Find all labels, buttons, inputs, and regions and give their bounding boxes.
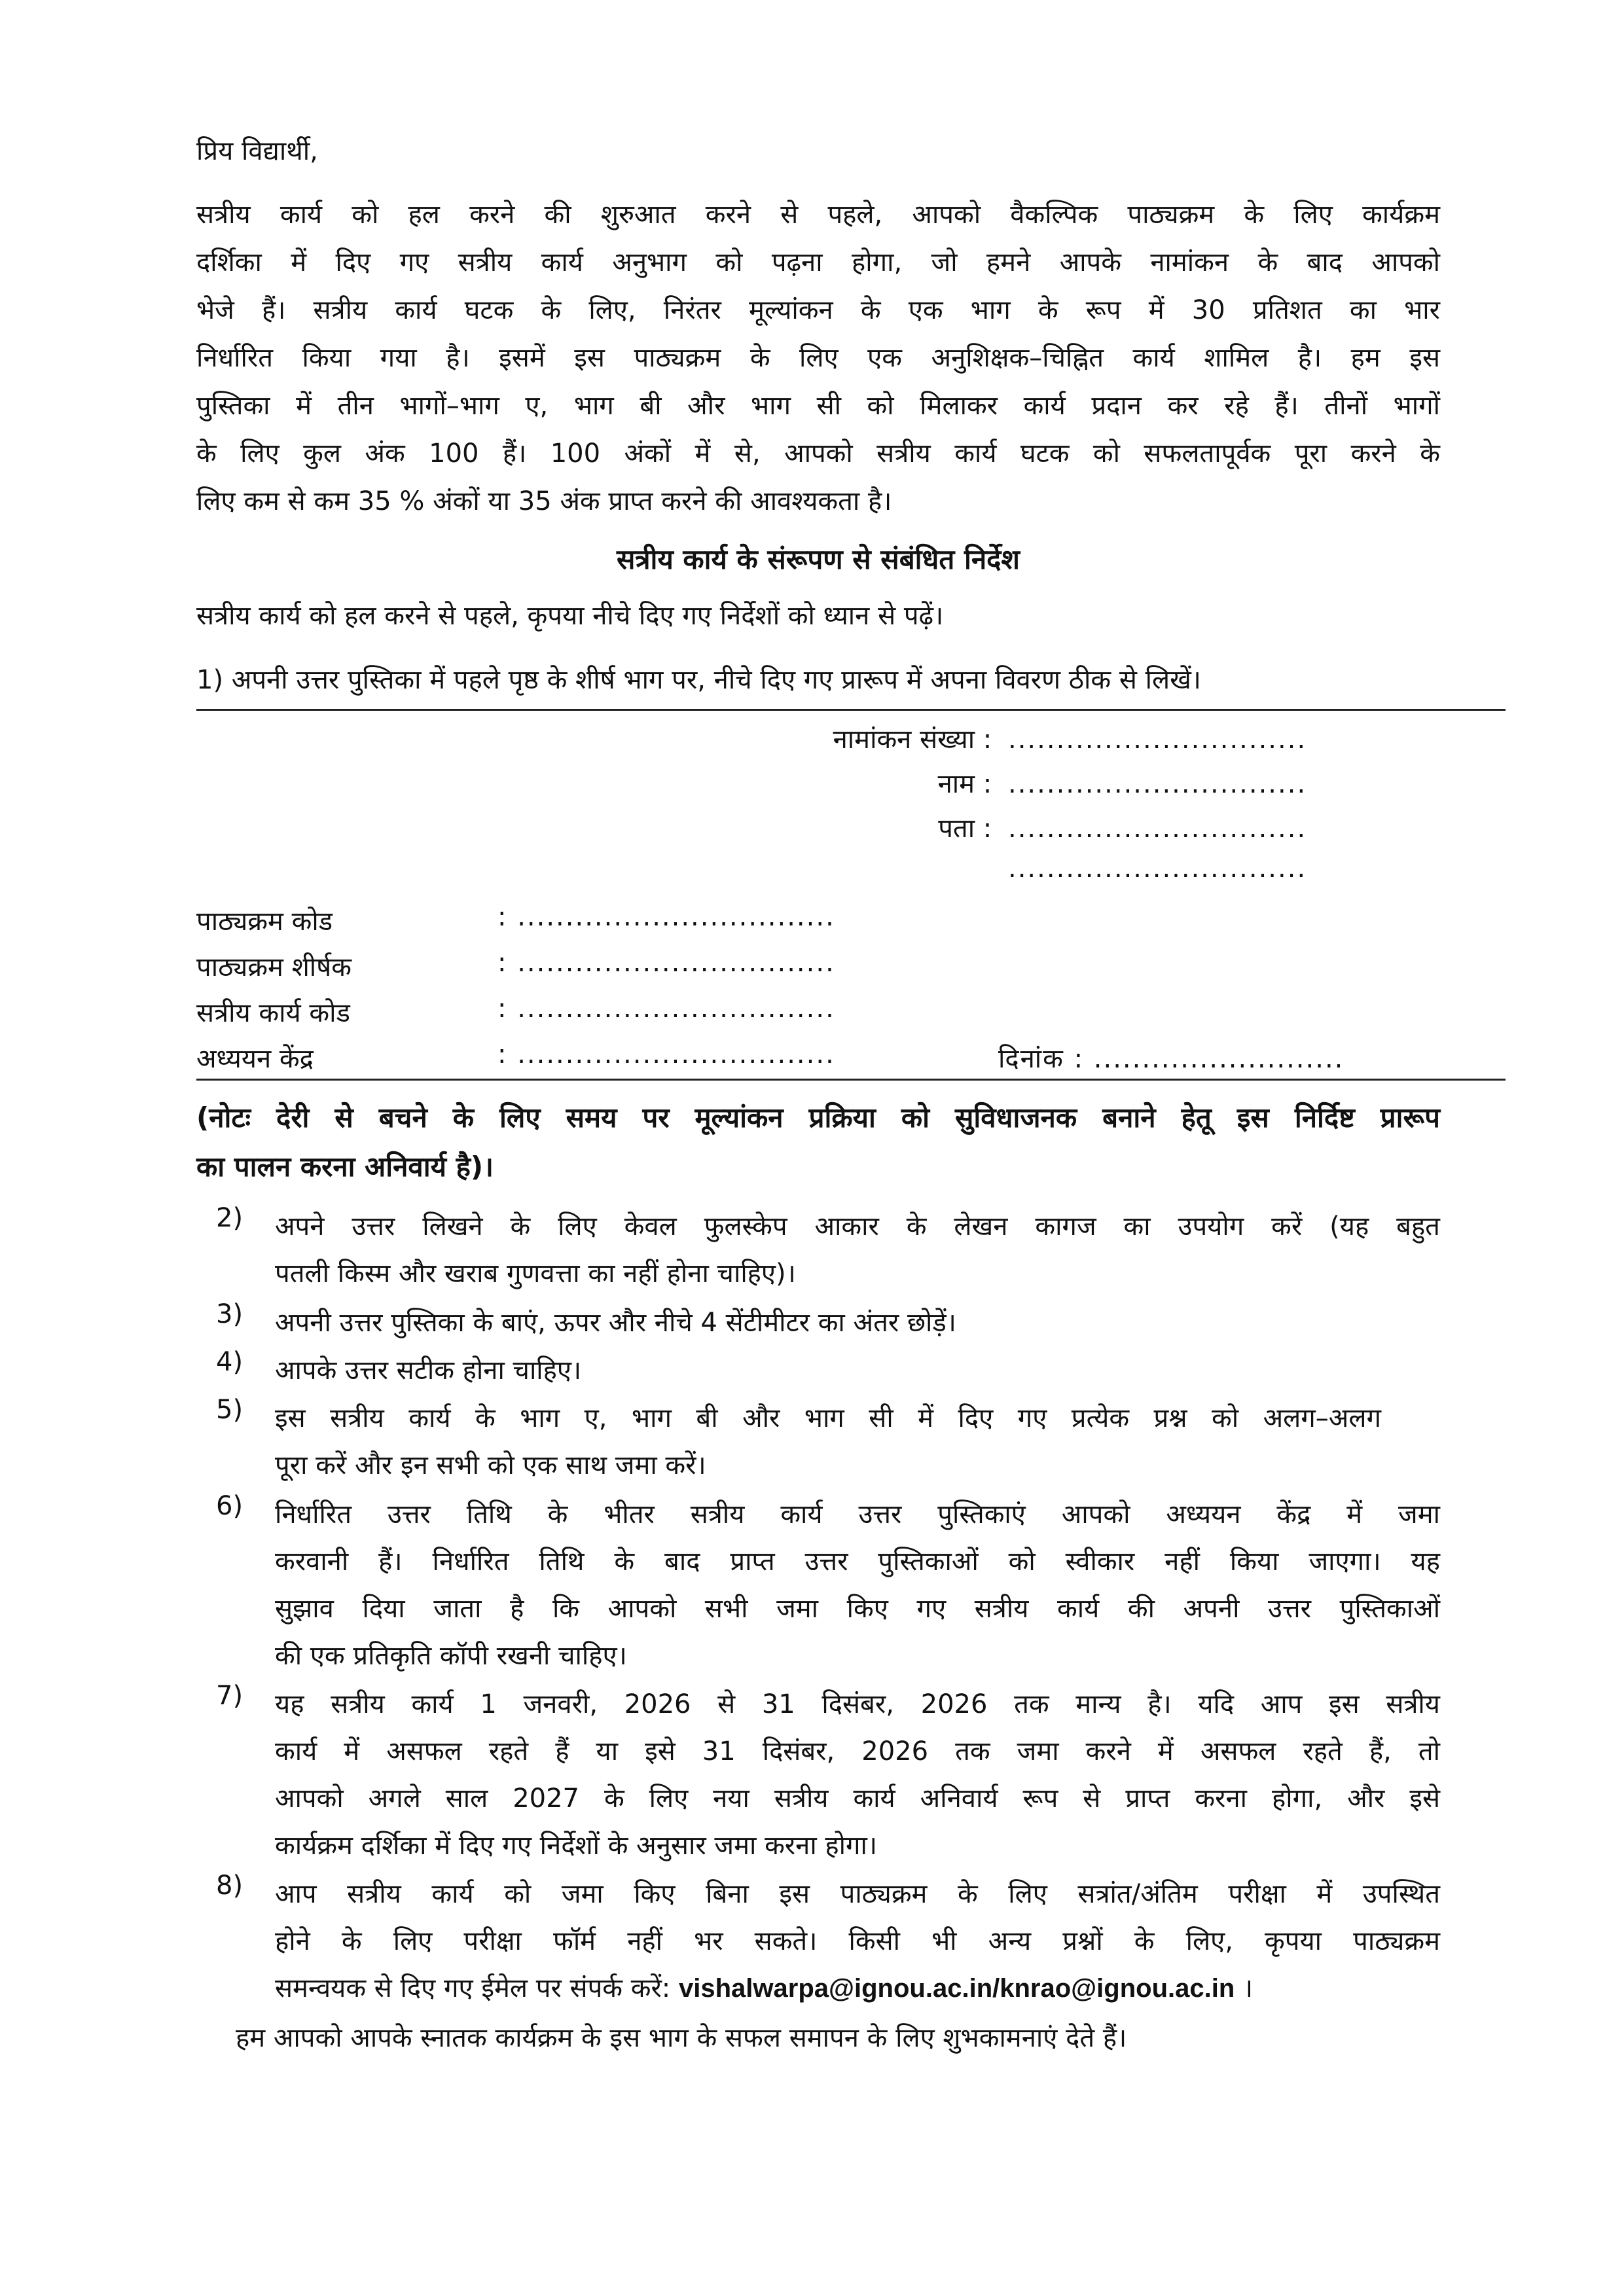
instruction-item-4 [275,1347,1440,1394]
enrolment-label: नामांकन संख्या : [833,725,992,755]
note-line: का पालन करना अनिवार्य है)। [196,1151,494,1183]
intro-line: दर्शिका में दिए गए सत्रीय कार्य अनुभाग को पढ़ना होगा, जो हमने आपके नामांकन के बाद आपको [196,247,1440,278]
study-centre-dots: : ................................. [497,1039,835,1069]
instruction-item-5 [275,1395,1381,1489]
item-line: पतली किस्म और खराब गुणवत्ता का नहीं होना चाहिए)। [275,1259,796,1289]
enrolment-field [641,720,1307,756]
note-line: (नोटः देरी से बचने के लिए समय पर मूल्यांकन प्रक्रिया को सुविधाजनक बनाने हेतू इस निर्दिष्ट प्रारूप [196,1102,1440,1134]
closing-wish: हम आपको आपके स्नातक कार्यक्रम के इस भाग के सफल समापन के लिए शुभकामनाएं देते हैं। [236,2023,1127,2053]
instruction-item-2 [275,1203,1440,1297]
course-title-label: पाठ्यक्रम शीर्षक [196,952,352,982]
intro-line: के लिए कुल अंक 100 हैं। 100 अंकों में से, आपको सत्रीय कार्य घटक को सफलतापूर्वक पूरा करने के [196,439,1440,469]
item-line: कार्य में असफल रहते हैं या इसे 31 दिसंबर, 2026 तक जमा करने में असफल रहते हैं, तो [275,1736,1440,1767]
intro-line: सत्रीय कार्य को हल करने की शुरुआत करने से पहले, आपको वैकल्पिक पाठ्यक्रम के लिए कार्यक्रम [196,200,1440,230]
instruction-item-8 [275,1871,1440,2012]
course-code-dots: : ................................. [497,902,835,932]
item-line: पूरा करें और इन सभी को एक साथ जमा करें। [275,1450,706,1480]
contact-email-link[interactable]: vishalwarpa@ignou.ac.in/knrao@ignou.ac.in [679,1974,1235,2003]
format-bottom-divider [196,1079,1506,1081]
name-dots: ............................... [1008,769,1307,799]
item-line: आप सत्रीय कार्य को जमा किए बिना इस पाठ्यक्रम के लिए सत्रांत/अंतिम परीक्षा में उपस्थित [275,1879,1440,1909]
enrolment-dots: ............................... [1008,725,1307,755]
study-centre-label: अध्ययन केंद्र [196,1044,314,1074]
section-heading: सत्रीय कार्य के संरूपण से संबंधित निर्देश [616,543,1020,575]
item-number: 7) [216,1681,244,1711]
contact-suffix: । [1235,1973,1254,2003]
item-line: आपके उत्तर सटीक होना चाहिए। [275,1355,582,1386]
intro-line: निर्धारित किया गया है। इसमें इस पाठ्यक्रम के लिए एक अनुशिक्षक–चिह्नित कार्य शामिल है। हम इस [196,343,1440,373]
name-field [641,764,1307,800]
item-number: 5) [216,1395,244,1425]
course-code-label: पाठ्यक्रम कोड [196,906,333,937]
instruction-item-6 [275,1491,1440,1679]
read-instruction: सत्रीय कार्य को हल करने से पहले, कृपया नीचे दिए गए निर्देशों को ध्यान से पढ़ें। [196,601,944,631]
item-line: कार्यक्रम दर्शिका में दिए गए निर्देशों के अनुसार जमा करना होगा। [275,1831,878,1861]
item-number: 3) [216,1299,244,1329]
assignment-code-dots: : ................................. [497,994,835,1024]
item-line: अपने उत्तर लिखने के लिए केवल फुलस्केप आकार के लेखन कागज का उपयोग करें (यह बहुत [275,1211,1440,1242]
item-line: अपनी उत्तर पुस्तिका के बाएं, ऊपर और नीचे 4 सेंटीमीटर का अंतर छोड़ें। [275,1308,956,1338]
item-line: इस सत्रीय कार्य के भाग ए, भाग बी और भाग सी में दिए गए प्रत्येक प्रश्न को अलग–अलग [275,1403,1381,1433]
instruction-item-7 [275,1681,1440,1869]
item-number: 2) [216,1203,244,1233]
item-line: आपको अगले साल 2027 के लिए नया सत्रीय कार्य अनिवार्य रूप से प्राप्त करना होगा, और इसे [275,1784,1440,1814]
item-line: निर्धारित उत्तर तिथि के भीतर सत्रीय कार्य उत्तर पुस्तिकाएं आपको अध्ययन केंद्र में जमा [275,1499,1440,1530]
item-line: की एक प्रतिकृति कॉपी रखनी चाहिए। [275,1641,627,1671]
assignment-code-label: सत्रीय कार्य कोड [196,998,350,1028]
date-field: दिनांक : .......................... [998,1044,1344,1074]
name-label: नाम : [937,769,992,799]
item-number: 6) [216,1491,244,1521]
address-field-line-2 [641,853,1307,884]
item-number: 8) [216,1871,244,1901]
item-number: 4) [216,1347,244,1377]
document-page [196,0,1440,2296]
address-field [641,809,1307,845]
contact-prefix: समन्वयक से दिए गए ईमेल पर संपर्क करें: [275,1973,679,2003]
address-dots-2: ............................... [1008,853,1307,884]
intro-line: लिए कम से कम 35 % अंकों या 35 अंक प्राप्त करने की आवश्यकता है। [196,486,892,516]
format-top-divider [196,709,1506,711]
course-title-dots: : ................................. [497,948,835,978]
intro-line: पुस्तिका में तीन भागों–भाग ए, भाग बी और भाग सी को मिलाकर कार्य प्रदान कर रहे हैं। तीनों भागों [196,391,1440,421]
item-line-contact [275,1965,1440,2012]
address-label: पता : [938,814,992,844]
item-line: यह सत्रीय कार्य 1 जनवरी, 2026 से 31 दिसंबर, 2026 तक मान्य है। यदि आप इस सत्रीय [275,1689,1440,1719]
instruction-item-1: 1) अपनी उत्तर पुस्तिका में पहले पृष्ठ के शीर्ष भाग पर, नीचे दिए गए प्रारूप में अपना विवरण ठीक से लिखें। [196,665,1201,695]
greeting: प्रिय विद्यार्थी, [196,136,318,166]
item-line: सुझाव दिया जाता है कि आपको सभी जमा किए गए सत्रीय कार्य की अपनी उत्तर पुस्तिकाओं [275,1594,1440,1624]
item-line: करवानी हैं। निर्धारित तिथि के बाद प्राप्त उत्तर पुस्तिकाओं को स्वीकार नहीं किया जाएगा। यह [275,1547,1440,1577]
item-line: होने के लिए परीक्षा फॉर्म नहीं भर सकते। किसी भी अन्य प्रश्नों के लिए, कृपया पाठ्यक्रम [275,1926,1440,1956]
intro-line: भेजे हैं। सत्रीय कार्य घटक के लिए, निरंतर मूल्यांकन के एक भाग के रूप में 30 प्रतिशत का भार [196,295,1440,325]
address-dots: ............................... [1008,814,1307,844]
instruction-item-3 [275,1299,1440,1346]
